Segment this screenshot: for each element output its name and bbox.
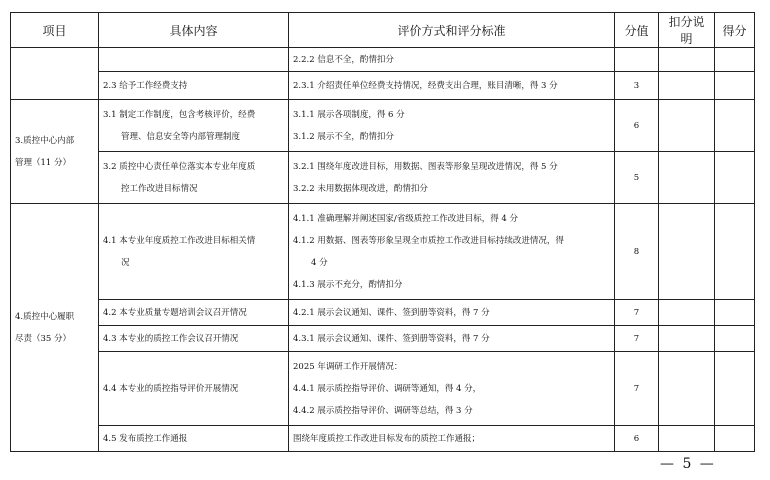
header-score: 分值	[615, 13, 659, 48]
method-cell	[289, 300, 615, 326]
content-line: 3.1 制定工作制度，包含考核评价，经费	[103, 109, 256, 120]
content-line: 4.2 本专业质量专题培训会议召开情况	[103, 307, 247, 318]
got-cell	[715, 100, 755, 152]
scoring-table	[10, 12, 755, 452]
content-line: 4.4 本专业的质控指导评价开展情况	[103, 383, 239, 394]
deduct-cell	[659, 72, 715, 100]
method-line: 3.1.1 展示各项制度，得 6 分	[293, 109, 405, 120]
method-cell	[289, 152, 615, 204]
content-line: 3.2 质控中心责任单位落实本专业年度质	[103, 161, 256, 172]
score-cell	[615, 48, 659, 72]
method-line: 2.3.1 介绍责任单位经费支持情况，经费支出合理，账目清晰，得 3 分	[293, 80, 558, 91]
method-cell	[289, 100, 615, 152]
method-line: 4.4.1 展示质控指导评价、调研等通知，得 4 分，	[293, 383, 482, 394]
method-line: 3.2.2 未用数据体现改进，酌情扣分	[293, 183, 428, 194]
score-cell: 5	[615, 152, 659, 204]
score-cell: 8	[615, 204, 659, 300]
method-line: 4.2.1 展示会议通知、课件、签到册等资料，得 7 分	[293, 307, 490, 318]
method-line: 围绕年度质控工作改进目标发布的质控工作通报；	[293, 433, 481, 444]
group-label: 3.质控中心内部	[15, 135, 75, 146]
score-cell: 3	[615, 72, 659, 100]
score-cell: 6	[615, 426, 659, 452]
got-cell	[715, 326, 755, 352]
method-line: 4.4.2 展示质控指导评价、调研等总结，得 3 分	[293, 405, 473, 416]
method-line: 2.2.2 信息不全，酌情扣分	[293, 54, 394, 65]
got-cell	[715, 300, 755, 326]
score-cell: 6	[615, 100, 659, 152]
got-cell	[715, 48, 755, 72]
got-cell	[715, 352, 755, 426]
got-cell	[715, 426, 755, 452]
deduct-cell	[659, 326, 715, 352]
method-cell	[289, 352, 615, 426]
method-line: 4.3.1 展示会议通知、课件、签到册等资料，得 7 分	[293, 333, 490, 344]
header-deduct: 扣分说明	[659, 13, 715, 48]
group-cell-2	[11, 48, 99, 100]
content-line: 4.3 本专业的质控工作会议召开情况	[103, 333, 239, 344]
deduct-cell	[659, 204, 715, 300]
group-label: 4.质控中心履职	[15, 311, 75, 322]
table-row	[11, 100, 755, 152]
header-content: 具体内容	[99, 13, 289, 48]
got-cell	[715, 152, 755, 204]
table-row	[11, 204, 755, 300]
got-cell	[715, 204, 755, 300]
group-cell-4	[11, 204, 99, 452]
content-cell	[99, 300, 289, 326]
method-line: 4.1.3 展示不充分，酌情扣分	[293, 279, 403, 290]
content-line: 管理、信息安全等内部管理制度	[121, 131, 241, 142]
table-row	[11, 48, 755, 72]
deduct-cell	[659, 152, 715, 204]
header-method: 评价方式和评分标准	[289, 13, 615, 48]
table-row	[11, 152, 755, 204]
content-cell	[99, 72, 289, 100]
header-row	[11, 13, 755, 48]
table-row	[11, 352, 755, 426]
method-line: 4.1.2 用数据、图表等形象呈现全市质控工作改进目标持续改进情况，得	[293, 235, 564, 246]
table-row	[11, 72, 755, 100]
content-line: 4.1 本专业年度质控工作改进目标相关情	[103, 235, 256, 246]
content-cell	[99, 48, 289, 72]
score-cell: 7	[615, 300, 659, 326]
deduct-cell	[659, 100, 715, 152]
content-cell	[99, 152, 289, 204]
content-cell	[99, 352, 289, 426]
group-cell-3	[11, 100, 99, 204]
table-row	[11, 426, 755, 452]
method-cell	[289, 204, 615, 300]
got-cell	[715, 72, 755, 100]
content-cell	[99, 426, 289, 452]
content-cell	[99, 204, 289, 300]
deduct-cell	[659, 352, 715, 426]
content-cell	[99, 326, 289, 352]
content-line: 2.3 给予工作经费支持	[103, 80, 188, 91]
table-row	[11, 300, 755, 326]
method-line: 3.2.1 围绕年度改进目标，用数据、图表等形象呈现改进情况，得 5 分	[293, 161, 558, 172]
method-line: 4 分	[311, 257, 328, 268]
group-label: 管理（11 分）	[15, 157, 72, 168]
method-cell	[289, 326, 615, 352]
content-line: 况	[121, 257, 130, 268]
method-cell	[289, 48, 615, 72]
deduct-cell	[659, 48, 715, 72]
content-line: 控工作改进目标情况	[121, 183, 198, 194]
deduct-cell	[659, 426, 715, 452]
page-number: — 5 —	[660, 456, 716, 472]
header-item: 项目	[11, 13, 99, 48]
method-cell	[289, 426, 615, 452]
score-cell: 7	[615, 326, 659, 352]
score-cell: 7	[615, 352, 659, 426]
method-line: 4.1.1 准确理解并阐述国家/省级质控工作改进目标，得 4 分	[293, 213, 519, 224]
content-cell	[99, 100, 289, 152]
method-line: 3.1.2 展示不全，酌情扣分	[293, 131, 394, 142]
method-line: 2025 年调研工作开展情况：	[293, 361, 403, 372]
content-line: 4.5 发布质控工作通报	[103, 433, 188, 444]
header-got: 得分	[715, 13, 755, 48]
group-label: 尽责（35 分）	[15, 333, 72, 344]
deduct-cell	[659, 300, 715, 326]
method-cell	[289, 72, 615, 100]
table-row	[11, 326, 755, 352]
